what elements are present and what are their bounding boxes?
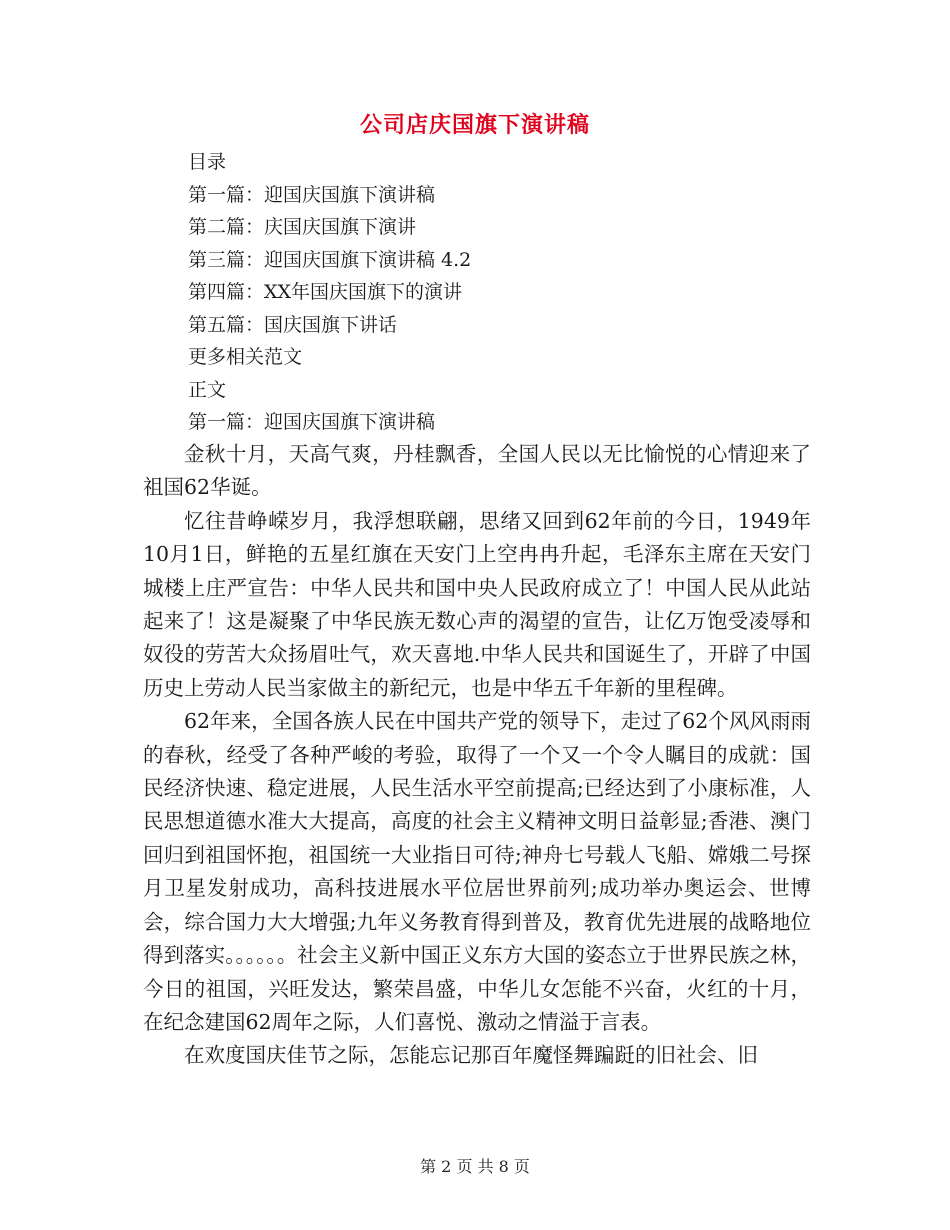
paragraph: 忆往昔峥嵘岁月，我浮想联翩，思绪又回到62年前的今日，1949年10月1日，鲜艳的五星红旗在天安门上空冉冉升起，毛泽东主席在天安门城楼上庄严宣告：中华人民共和国中央人民政府成立了！中国人民从此站起来了！这是凝聚了中华民族无数心声的渴望的宣告，让亿万饱受凌辱和奴役的劳苦大众扬眉吐气，欢天喜地.中华人民共和国诞生了，开辟了中国历史上劳动人民当家做主的新纪元，也是中华五千年新的里程碑。 bbox=[143, 508, 811, 700]
page-footer: 第 2 页 共 8 页 bbox=[420, 1157, 530, 1176]
toc-item: 第五篇：国庆国旗下讲话 bbox=[188, 313, 398, 336]
toc-item: 第四篇：XX年国庆国旗下的演讲 bbox=[188, 281, 463, 303]
paragraph: 在欢度国庆佳节之际，怎能忘记那百年魔怪舞蹁跹的旧社会、旧 bbox=[184, 1043, 758, 1068]
document-title: 公司店庆国旗下演讲稿 bbox=[359, 113, 590, 138]
toc-item: 第三篇：迎国庆国旗下演讲稿 4.2 bbox=[188, 248, 472, 271]
toc-item: 第二篇：庆国庆国旗下演讲 bbox=[188, 216, 417, 238]
chapter-heading: 第一篇：迎国庆国旗下演讲稿 bbox=[188, 411, 436, 433]
table-of-contents bbox=[188, 146, 828, 439]
body-text bbox=[143, 438, 811, 1073]
section-heading: 正文 bbox=[188, 378, 227, 401]
toc-item: 第一篇：迎国庆国旗下演讲稿 bbox=[188, 183, 436, 206]
paragraph: 金秋十月，天高气爽，丹桂飘香，全国人民以无比愉悦的心情迎来了祖国62华诞。 bbox=[143, 442, 811, 500]
toc-heading: 目录 bbox=[188, 151, 227, 173]
paragraph: 62年来，全国各族人民在中国共产党的领导下，走过了62个风风雨雨的春秋，经受了各种严峻的考验，取得了一个又一个令人瞩目的成就：国民经济快速、稳定进展，人民生活水平空前提高;已经达到了小康标准，人民思想道德水准大大提高，高度的社会主义精神文明日益彰显;香港、澳门回归到祖国怀抱，祖国统一大业指日可待;神舟七号载人飞船、嫦娥二号探月卫星发射成功，高科技进展水平位居世界前列;成功举办奥运会、世博会，综合国力大大增强;九年义务教育得到普及，教育优先进展的战略地位得到落实。。。。。。社会主义新中国正义东方大国的姿态立于世界民族之林，今日的祖国，兴旺发达，繁荣昌盛，中华儿女怎能不兴奋，火红的十月，在纪念建国62周年之际，人们喜悦、激动之情溢于言表。 bbox=[143, 709, 811, 1034]
toc-item: 更多相关范文 bbox=[188, 346, 303, 368]
